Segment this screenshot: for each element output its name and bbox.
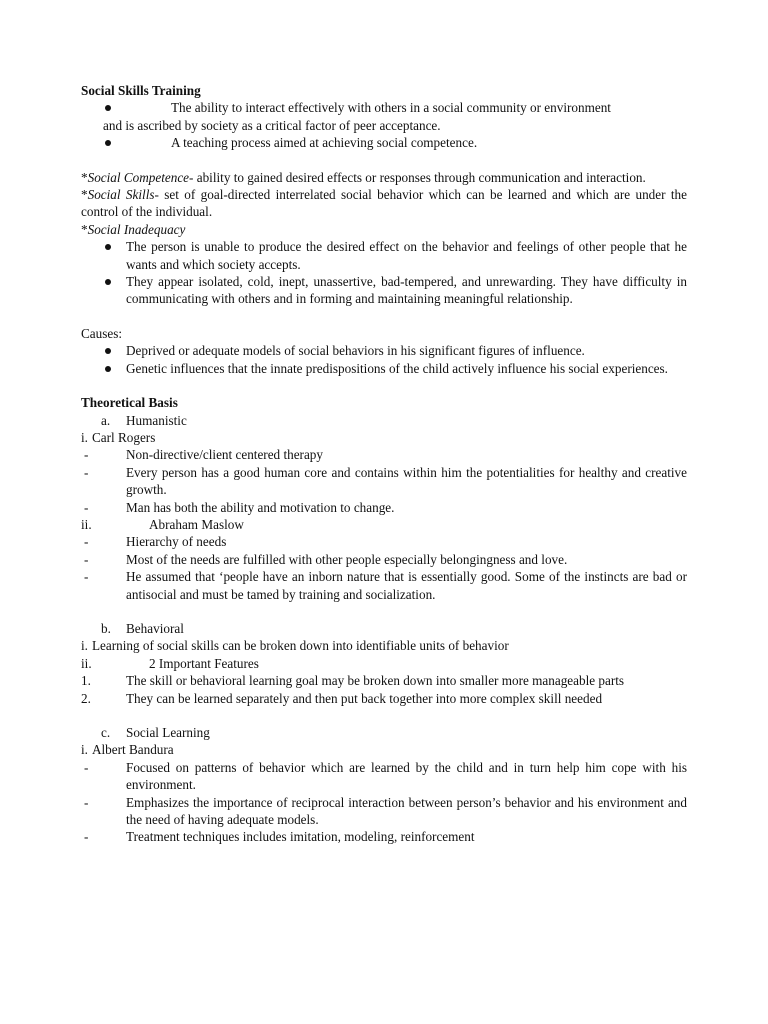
bullet-icon xyxy=(81,360,126,377)
document-title: Social Skills Training xyxy=(81,83,201,98)
behavioral-item-i: i. Learning of social skills can be broken down into identifiable units of behavior xyxy=(81,638,509,654)
intro-bullet: A teaching process aimed at achieving social competence. xyxy=(81,134,687,151)
subsection-humanistic: a. Humanistic xyxy=(101,412,187,428)
definition-social-skills: *Social Skills- set of goal-directed interrelated social behavior which can be learned and which are under the control of the individual. xyxy=(81,187,687,220)
bullet-icon xyxy=(81,273,126,290)
feature-item: 1. The skill or behavioral learning goal may be broken down into smaller more manageable parts xyxy=(81,673,625,689)
document-body xyxy=(81,82,687,846)
bandura-point: - Treatment techniques includes imitation, modeling, reinforcement xyxy=(84,829,475,845)
cause-bullet: Genetic influences that the innate predispositions of the child actively influence his social experiences. xyxy=(81,360,687,377)
bandura-point: - Emphasizes the importance of reciprocal interaction between person’s behavior and his environment and the need of having adequate models. xyxy=(84,794,687,828)
feature-item: 2. They can be learned separately and then put back together into more complex skill needed xyxy=(81,690,603,706)
maslow-point: - He assumed that ‘people have an inborn nature that is essentially good. Some of the instincts are bad or antisocial and must be tamed by training and socialization. xyxy=(84,569,687,602)
item-albert-bandura: i. Albert Bandura xyxy=(81,742,174,758)
maslow-point: - Most of the needs are fulfilled with other people especially belongingness and love. xyxy=(84,551,568,567)
rogers-point: - Every person has a good human core and contains within him the potentialities for healthy and creative growth. xyxy=(84,464,687,498)
rogers-point: - Man has both the ability and motivation to change. xyxy=(84,499,395,515)
subsection-behavioral: b. Behavioral xyxy=(101,620,184,636)
behavioral-item-ii: ii. 2 Important Features xyxy=(81,655,259,671)
intro-bullet: The ability to interact effectively with others in a social community or environment xyxy=(81,99,687,116)
subsection-social-learning: c. Social Learning xyxy=(101,725,210,740)
maslow-point: - Hierarchy of needs xyxy=(84,534,227,550)
intro-bullet-continuation: and is ascribed by society as a critical factor of peer acceptance. xyxy=(103,117,441,133)
cause-bullet: Deprived or adequate models of social behaviors in his significant figures of influence. xyxy=(81,342,687,359)
rogers-point: - Non-directive/client centered therapy xyxy=(84,447,323,463)
bullet-icon xyxy=(81,342,126,359)
bullet-icon xyxy=(81,134,171,151)
bandura-point: - Focused on patterns of behavior which are learned by the child and in turn help him cope with his environment. xyxy=(84,759,687,793)
bullet-icon xyxy=(81,238,126,255)
item-carl-rogers: i. Carl Rogers xyxy=(81,429,156,445)
inadequacy-bullet: They appear isolated, cold, inept, unassertive, bad-tempered, and unrewarding. They have difficulty in communicating with others and in forming and maintaining meaningful relationship. xyxy=(81,273,687,308)
definition-social-competence: *Social Competence- ability to gained desired effects or responses through communication and interaction. xyxy=(81,169,646,185)
definition-social-inadequacy: *Social Inadequacy xyxy=(81,221,186,237)
bullet-icon xyxy=(81,99,171,116)
causes-label: Causes: xyxy=(81,325,123,341)
item-abraham-maslow: ii. Abraham Maslow xyxy=(81,516,244,532)
inadequacy-bullet: The person is unable to produce the desired effect on the behavior and feelings of other people that he wants and which society accepts. xyxy=(81,238,687,273)
section-heading-theoretical-basis: Theoretical Basis xyxy=(81,395,178,411)
